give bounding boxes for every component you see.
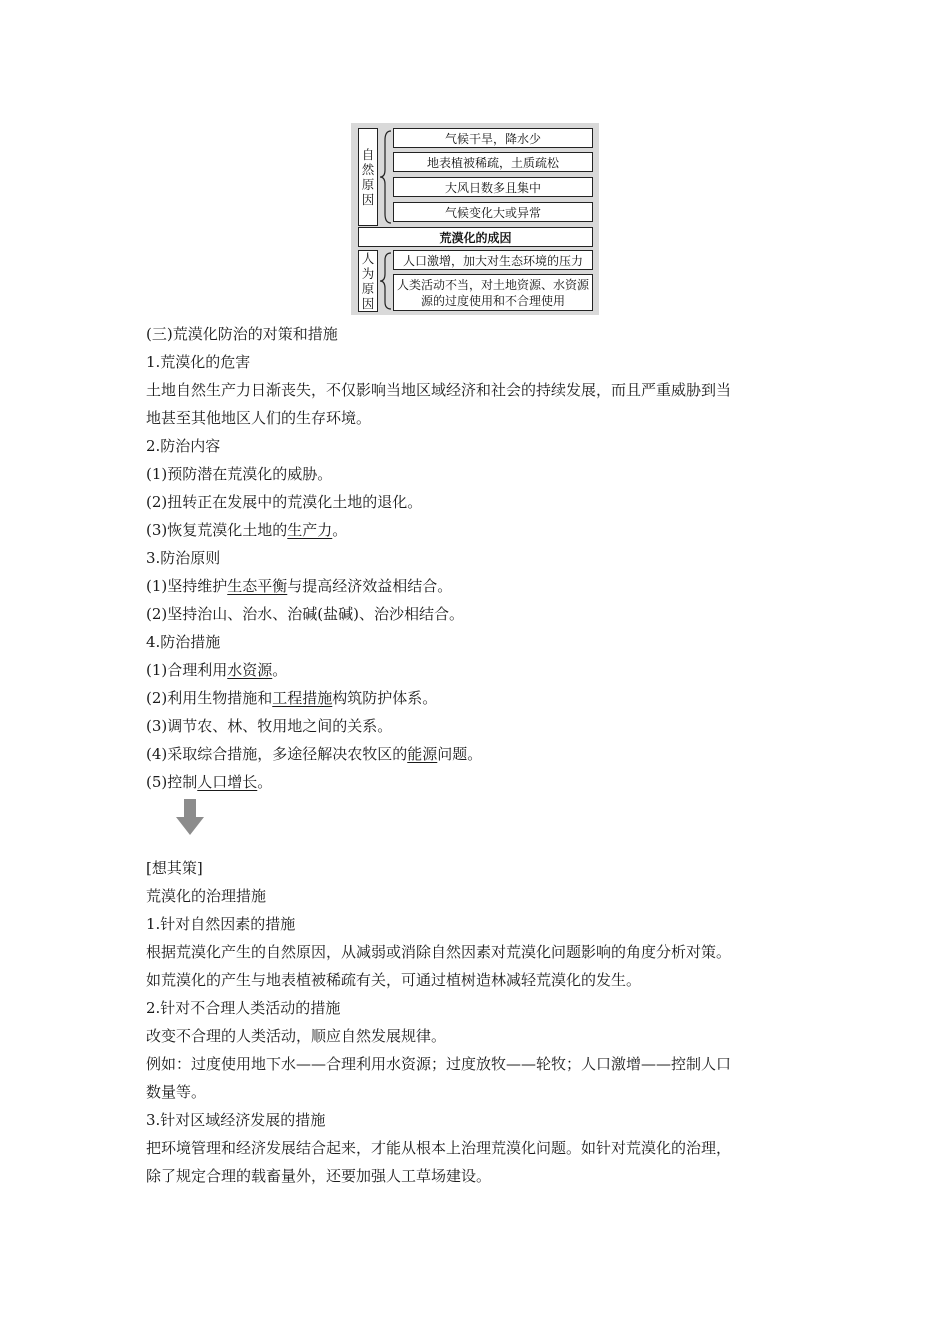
harm-paragraph-line-1: 土地自然生产力日渐丧失，不仅影响当地区域经济和社会的持续发展，而且严重威胁到当 [146, 381, 732, 399]
down-arrow-icon [176, 799, 204, 835]
underlined-answer: 生态平衡 [227, 577, 288, 595]
think-item-3-para-line-2: 除了规定合理的载畜量外，还要加强人工草场建设。 [146, 1167, 492, 1185]
measure-item-3: (3)调节农、林、牧用地之间的关系。 [146, 717, 393, 735]
arrow-row [146, 796, 816, 854]
heading-measures: 4.防治措施 [146, 633, 221, 651]
think-item-1-para-1: 根据荒漠化产生的自然原因，从减弱或消除自然因素对荒漠化问题影响的角度分析对策。 [146, 943, 732, 961]
think-heading: [想其策] [146, 859, 203, 877]
think-item-2-heading: 2.针对不合理人类活动的措施 [146, 999, 341, 1017]
underlined-answer: 能源 [407, 745, 438, 763]
desertification-causes-center: 荒漠化的成因 [358, 227, 593, 247]
underlined-answer: 生产力 [287, 521, 333, 539]
human-causes-label: 人 为 原 因 [361, 251, 375, 311]
think-item-2-para-2-line-2: 数量等。 [146, 1083, 207, 1101]
natural-brace [378, 128, 394, 226]
desertification-causes-diagram [351, 123, 599, 315]
measure-item-4: (4)采取综合措施，多途径解决农牧区的能源问题。 [146, 745, 483, 763]
natural-cause-1: 气候干旱，降水少 [393, 128, 593, 148]
document-body [146, 320, 816, 1190]
content-item-1: (1)预防潜在荒漠化的威胁。 [146, 465, 333, 483]
think-item-3-para-line-1: 把环境管理和经济发展结合起来，才能从根本上治理荒漠化问题。如针对荒漠化的治理， [146, 1139, 732, 1157]
natural-cause-4: 气候变化大或异常 [393, 202, 593, 222]
principle-item-1: (1)坚持维护生态平衡与提高经济效益相结合。 [146, 577, 453, 595]
measure-item-5: (5)控制人口增长。 [146, 773, 273, 791]
underlined-answer: 人口增长 [197, 773, 258, 791]
natural-causes-label: 自 然 原 因 [361, 147, 375, 207]
think-item-2-para-1: 改变不合理的人类活动，顺应自然发展规律。 [146, 1027, 447, 1045]
heading-principles: 3.防治原则 [146, 549, 221, 567]
heading-content: 2.防治内容 [146, 437, 221, 455]
underlined-answer: 工程措施 [272, 689, 333, 707]
measure-item-2: (2)利用生物措施和工程措施构筑防护体系。 [146, 689, 438, 707]
measure-item-1: (1)合理利用水资源。 [146, 661, 288, 679]
harm-paragraph-line-2: 地甚至其他地区人们的生存环境。 [146, 409, 372, 427]
think-title: 荒漠化的治理措施 [146, 887, 267, 905]
think-item-1-heading: 1.针对自然因素的措施 [146, 915, 296, 933]
think-item-1-para-2: 如荒漠化的产生与地表植被稀疏有关，可通过植树造林减轻荒漠化的发生。 [146, 971, 642, 989]
think-item-3-heading: 3.针对区域经济发展的措施 [146, 1111, 326, 1129]
human-cause-1: 人口激增，加大对生态环境的压力 [393, 250, 593, 270]
think-item-2-para-2-line-1: 例如：过度使用地下水——合理利用水资源；过度放牧——轮牧；人口激增——控制人口 [146, 1055, 732, 1073]
underlined-answer: 水资源 [227, 661, 273, 679]
natural-cause-3: 大风日数多且集中 [393, 177, 593, 197]
section-title: (三)荒漠化防治的对策和措施 [146, 325, 338, 343]
content-item-2: (2)扭转正在发展中的荒漠化土地的退化。 [146, 493, 423, 511]
natural-cause-2: 地表植被稀疏，土质疏松 [393, 152, 593, 172]
heading-harm: 1.荒漠化的危害 [146, 353, 251, 371]
human-cause-2: 人类活动不当，对土地资源、水资源 源的过度使用和不合理使用 [393, 274, 593, 311]
content-item-3: (3)恢复荒漠化土地的生产力。 [146, 521, 348, 539]
human-brace [378, 250, 394, 312]
principle-item-2: (2)坚持治山、治水、治碱(盐碱)、治沙相结合。 [146, 605, 464, 623]
